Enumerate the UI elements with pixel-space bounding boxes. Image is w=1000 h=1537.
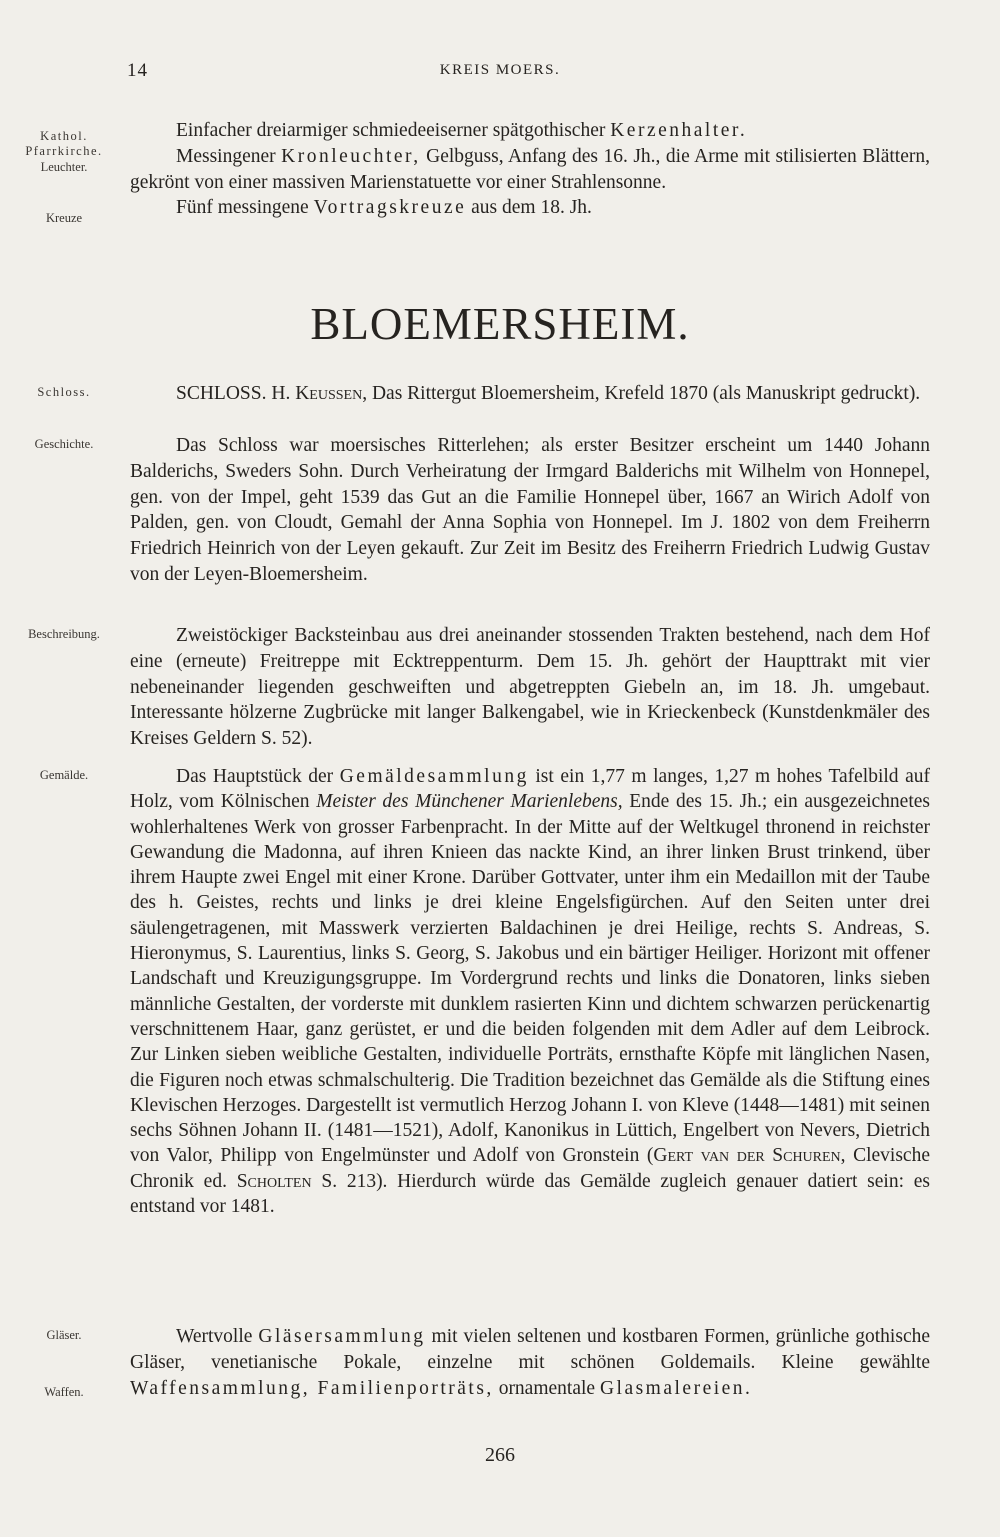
margin-note-pfarrkirche: Pfarrkirche.: [25, 144, 103, 158]
margin-note-beschreibung: Beschreibung.: [28, 627, 100, 641]
schloss-section: [130, 381, 930, 407]
margin-note-gemaelde: Gemälde.: [39, 768, 89, 782]
glaeser-section: [130, 1324, 930, 1401]
paragraph-vortragskreuze: Fünf messingene Vortragskreuze aus dem 18. Jh.: [176, 197, 592, 219]
paragraph-beschreibung: Zweistöckiger Backsteinbau aus drei aneinander stossenden Trakten bestehend, nach dem Hof eine (erneute) Freitreppe mit Ecktreppenturm. Dem 15. Jh. gehört der Haupttrakt mit vier nebeneinander liegenden geschweiften und abgetreppten Giebeln an, im 18. Jh. umgebaut. Interessante hölzerne Zugbrücke mit langer Balkengabel, wie in Krieckenbeck (Kunstdenkmäler des Kreises Geldern S. 52).: [130, 625, 930, 750]
margin-note-kathol: Kathol.: [40, 129, 88, 143]
paragraph-gemaelde: Das Hauptstück der Gemäldesammlung ist ein 1,77 m langes, 1,27 m hohes Tafelbild auf Holz, vom Kölnischen Meister des Münchener Marienlebens, Ende des 15. Jh.; ein ausgezeichnetes wohlerhaltenes Werk von grosser Farbenpracht. In der Mitte auf der Weltkugel thronend in reichster Gewandung die Madonna, auf ihren Knieen das nackte Kind, an ihrer linken Brust trinkend, über ihrem Haupte zwei Engel mit einer Krone. Darüber Gottvater, unter ihm ein Medaillon mit der Taube des h. Geistes, rechts und links je drei kleine Engelsfigürchen. Auf den Seiten unter drei säulengetragenen, mit Masswerk verzierten Baldachinen je drei Heilige, rechts S. Andreas, S. Hieronymus, S. Laurentius, links S. Georg, S. Jakobus und ein bärtiger Heiliger. Horizont mit offener Landschaft und Kreuzigungsgruppe. Im Vordergrund rechts und links die Donatoren, links sieben männliche Gestalten, der vorderste mit dunklem rasierten Kinn und dichtem schwarzen perückenartig verschnittenem Haar, ganz gerüstet, er und die beiden folgenden mit dem Adler auf dem Leibrock. Zur Linken sieben weibliche Gestalten, individuelle Porträts, ernsthafte Köpfe mit länglichen Nasen, die Figuren noch etwas schmalschulterig. Die Tradition bezeichnet das Gemälde als die Stiftung eines Klevischen Herzoges. Dargestellt ist vermutlich Herzog Johann I. von Kleve (1448—1481) mit seinen sechs Söhnen Johann II. (1481—1521), Adolf, Kanonikus in Lüttich, Engelbert von Nevers, Dietrich von Valor, Philipp von Engelmünster und Adolf von Gronstein (Gert van der Schuren, Clevische Chronik ed. Scholten S. 213). Hierdurch würde das Gemälde zugleich genauer datiert sein: es entstand vor 1481.: [130, 766, 931, 1218]
running-title: KREIS MOERS.: [439, 62, 561, 78]
top-section: [130, 118, 930, 221]
paragraph-kronleuchter: Messingener Kronleuchter, Gelbguss, Anfang des 16. Jh., die Arme mit stilisierten Blättern, gekrönt von einer massiven Marienstatuette vor einer Strahlensonne.: [130, 145, 930, 193]
sheet-number: 266: [485, 1444, 515, 1466]
section-title: BLOEMERSHEIM.: [310, 299, 690, 349]
margin-note-glaeser: Gläser.: [46, 1328, 82, 1342]
paragraph-glaeser: Wertvolle Gläsersammlung mit vielen seltenen und kostbaren Formen, grünliche gothische Gläser, venetianische Pokale, einzelne mit schönen Goldemails. Kleine gewählte Waffensammlung, Familienporträts, ornamentale Glasmalereien.: [130, 1326, 930, 1399]
paragraph-schloss: SCHLOSS. H. Keussen, Das Rittergut Bloemersheim, Krefeld 1870 (als Manuskript gedruckt).: [176, 383, 921, 404]
gemaelde-section: [130, 764, 930, 1219]
margin-note-waffen: Waffen.: [44, 1385, 84, 1399]
geschichte-section: [130, 433, 930, 588]
page-number: 14: [127, 60, 148, 81]
margin-note-geschichte: Geschichte.: [34, 437, 94, 451]
paragraph-geschichte: Das Schloss war moersisches Ritterlehen; als erster Besitzer erscheint um 1440 Johann Balderichs, Sweders Sohn. Durch Verheiratung der Irmgard Balderichs mit Wilhelm von Honnepel, gen. von der Impel, geht 1539 das Gut an die Familie Honnepel über, 1667 an Wirich Adolf von Palden, gen. von Cloudt, Gemahl der Anna Sophia von Honnepel. Im J. 1802 von dem Freiherrn Friedrich Heinrich von der Leyen gekauft. Zur Zeit im Besitz des Freiherrn Friedrich Ludwig Gustav von der Leyen-Bloemersheim.: [130, 435, 930, 585]
margin-note-leuchter: Leuchter.: [40, 160, 88, 174]
margin-note-schloss: Schloss.: [37, 385, 91, 399]
beschreibung-section: [130, 623, 930, 752]
margin-note-kreuze: Kreuze: [45, 211, 83, 225]
paragraph-kerzenhalter: Einfacher dreiarmiger schmiedeeiserner spätgothischer Kerzenhalter.: [176, 120, 748, 141]
